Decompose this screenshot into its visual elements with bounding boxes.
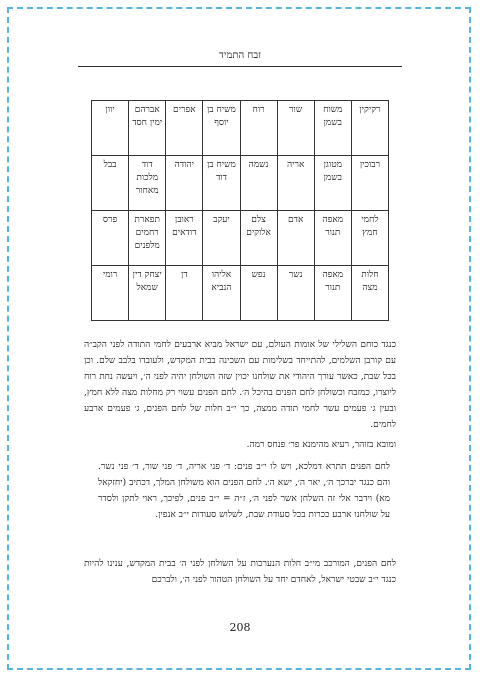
table-cell: מאפה תנור	[314, 266, 351, 321]
table-cell: דוד מלכות מאחור	[129, 156, 166, 211]
table-cell: ראובן דודאים	[166, 211, 203, 266]
table-cell: רקיקין	[351, 101, 388, 156]
table-cell: משיח בן יוסף	[203, 101, 240, 156]
table-cell: אדם	[277, 211, 314, 266]
table-cell: אברהם ימין חסד	[129, 101, 166, 156]
table-row	[92, 156, 389, 211]
table-row	[92, 266, 389, 321]
table-cell: אליהו הנביא	[203, 266, 240, 321]
page-number: 208	[229, 621, 251, 634]
table-cell: יוון	[92, 101, 129, 156]
paragraph-3-quote: לחם הפנים תתרא דמלכא, ויש לו י״ב פנים: ד׳ פני אריה, ד׳ פני שור, ד׳ פני נשר. והם כנגד יברכך ה׳, יאר ה׳, ישא ה׳. לחם הפנים הוא משולחן המלך, דכתיב (יחזקאל מא) וידבר אלי זה השלחן אשר לפני ה׳, ז״ה = י״ב פנים, לפיכך, ראוי לתקן ולסדר על שולחנו ארבע ככרות בכל סעודת שבת, לשלוש סעודות י״ב אנפין.	[98, 462, 390, 520]
table-cell: פרס	[92, 211, 129, 266]
table-cell: יצחק דין שמאל	[129, 266, 166, 321]
table-cell: מטוגן בשמן	[314, 156, 351, 211]
table-cell: לחמי חמץ	[351, 211, 388, 266]
table-row	[92, 101, 389, 156]
table-cell: שור	[277, 101, 314, 156]
table-cell: צלם אלוקים	[240, 211, 277, 266]
table-cell: רוח	[240, 101, 277, 156]
table-cell: תפארת רחמים מלפנים	[129, 211, 166, 266]
table-cell: בבל	[92, 156, 129, 211]
table-cell: חלות מצה	[351, 266, 388, 321]
table-cell: רבוכין	[351, 156, 388, 211]
paragraph-1: כנגד כוחם השלילי של אומות העולם, עם ישראל מביא ארבעים לחמי התודה לפני הקב״ה עם קורבן השלמים, להתייחד בשלימות עם השכינה בבית המקדש, ולעובדו בלבב שלם. וכן בכל שבת, כאשר עורך היהודי את שולחנו יכוין שזה השולחן יהיה לפני ה׳, ויעשה נחת רוח ליוצרו, כמזבח וכשולחן לחם הפנים בהיכל ה׳. לחם הפנים עשוי רק מחלות מצה ללא חמץ, ובעין ג׳ פעמים עשר לחמי תודה ממצה, כך י״ב חלות של לחם הפנים, ג׳ פעמים ארבע לחמים.	[84, 340, 396, 430]
table-cell: אפרים	[166, 101, 203, 156]
header-title: זבח התמיד	[219, 50, 261, 61]
table-cell: משיח בן דוד	[203, 156, 240, 211]
table-cell: נשר	[277, 266, 314, 321]
table-cell: נשמה	[240, 156, 277, 211]
symbolism-table	[91, 100, 389, 321]
paragraph-4: לחם הפנים, המורכב מי״ב חלות הנערכות על השולחן לפני ה׳ בבית המקדש, ענינו להיות כנגד י״ב שבטי ישראל, לאחדם יחד על השולחן הטהור לפני ה׳, ולברכם	[84, 559, 396, 585]
paragraph-2: ומובא בזוהר, רעיא מהימנא פר׳ פנחס רמה.	[246, 440, 396, 450]
table-cell: נפש	[240, 266, 277, 321]
table-cell: משוח בשמן	[314, 101, 351, 156]
running-header	[78, 50, 402, 67]
table-cell: יהודה	[166, 156, 203, 211]
table-cell: דן	[166, 266, 203, 321]
table-cell: יעקב	[203, 211, 240, 266]
table-cell: מאפה תנור	[314, 211, 351, 266]
table-row	[92, 211, 389, 266]
table-cell: רומי	[92, 266, 129, 321]
table-cell: אריה	[277, 156, 314, 211]
